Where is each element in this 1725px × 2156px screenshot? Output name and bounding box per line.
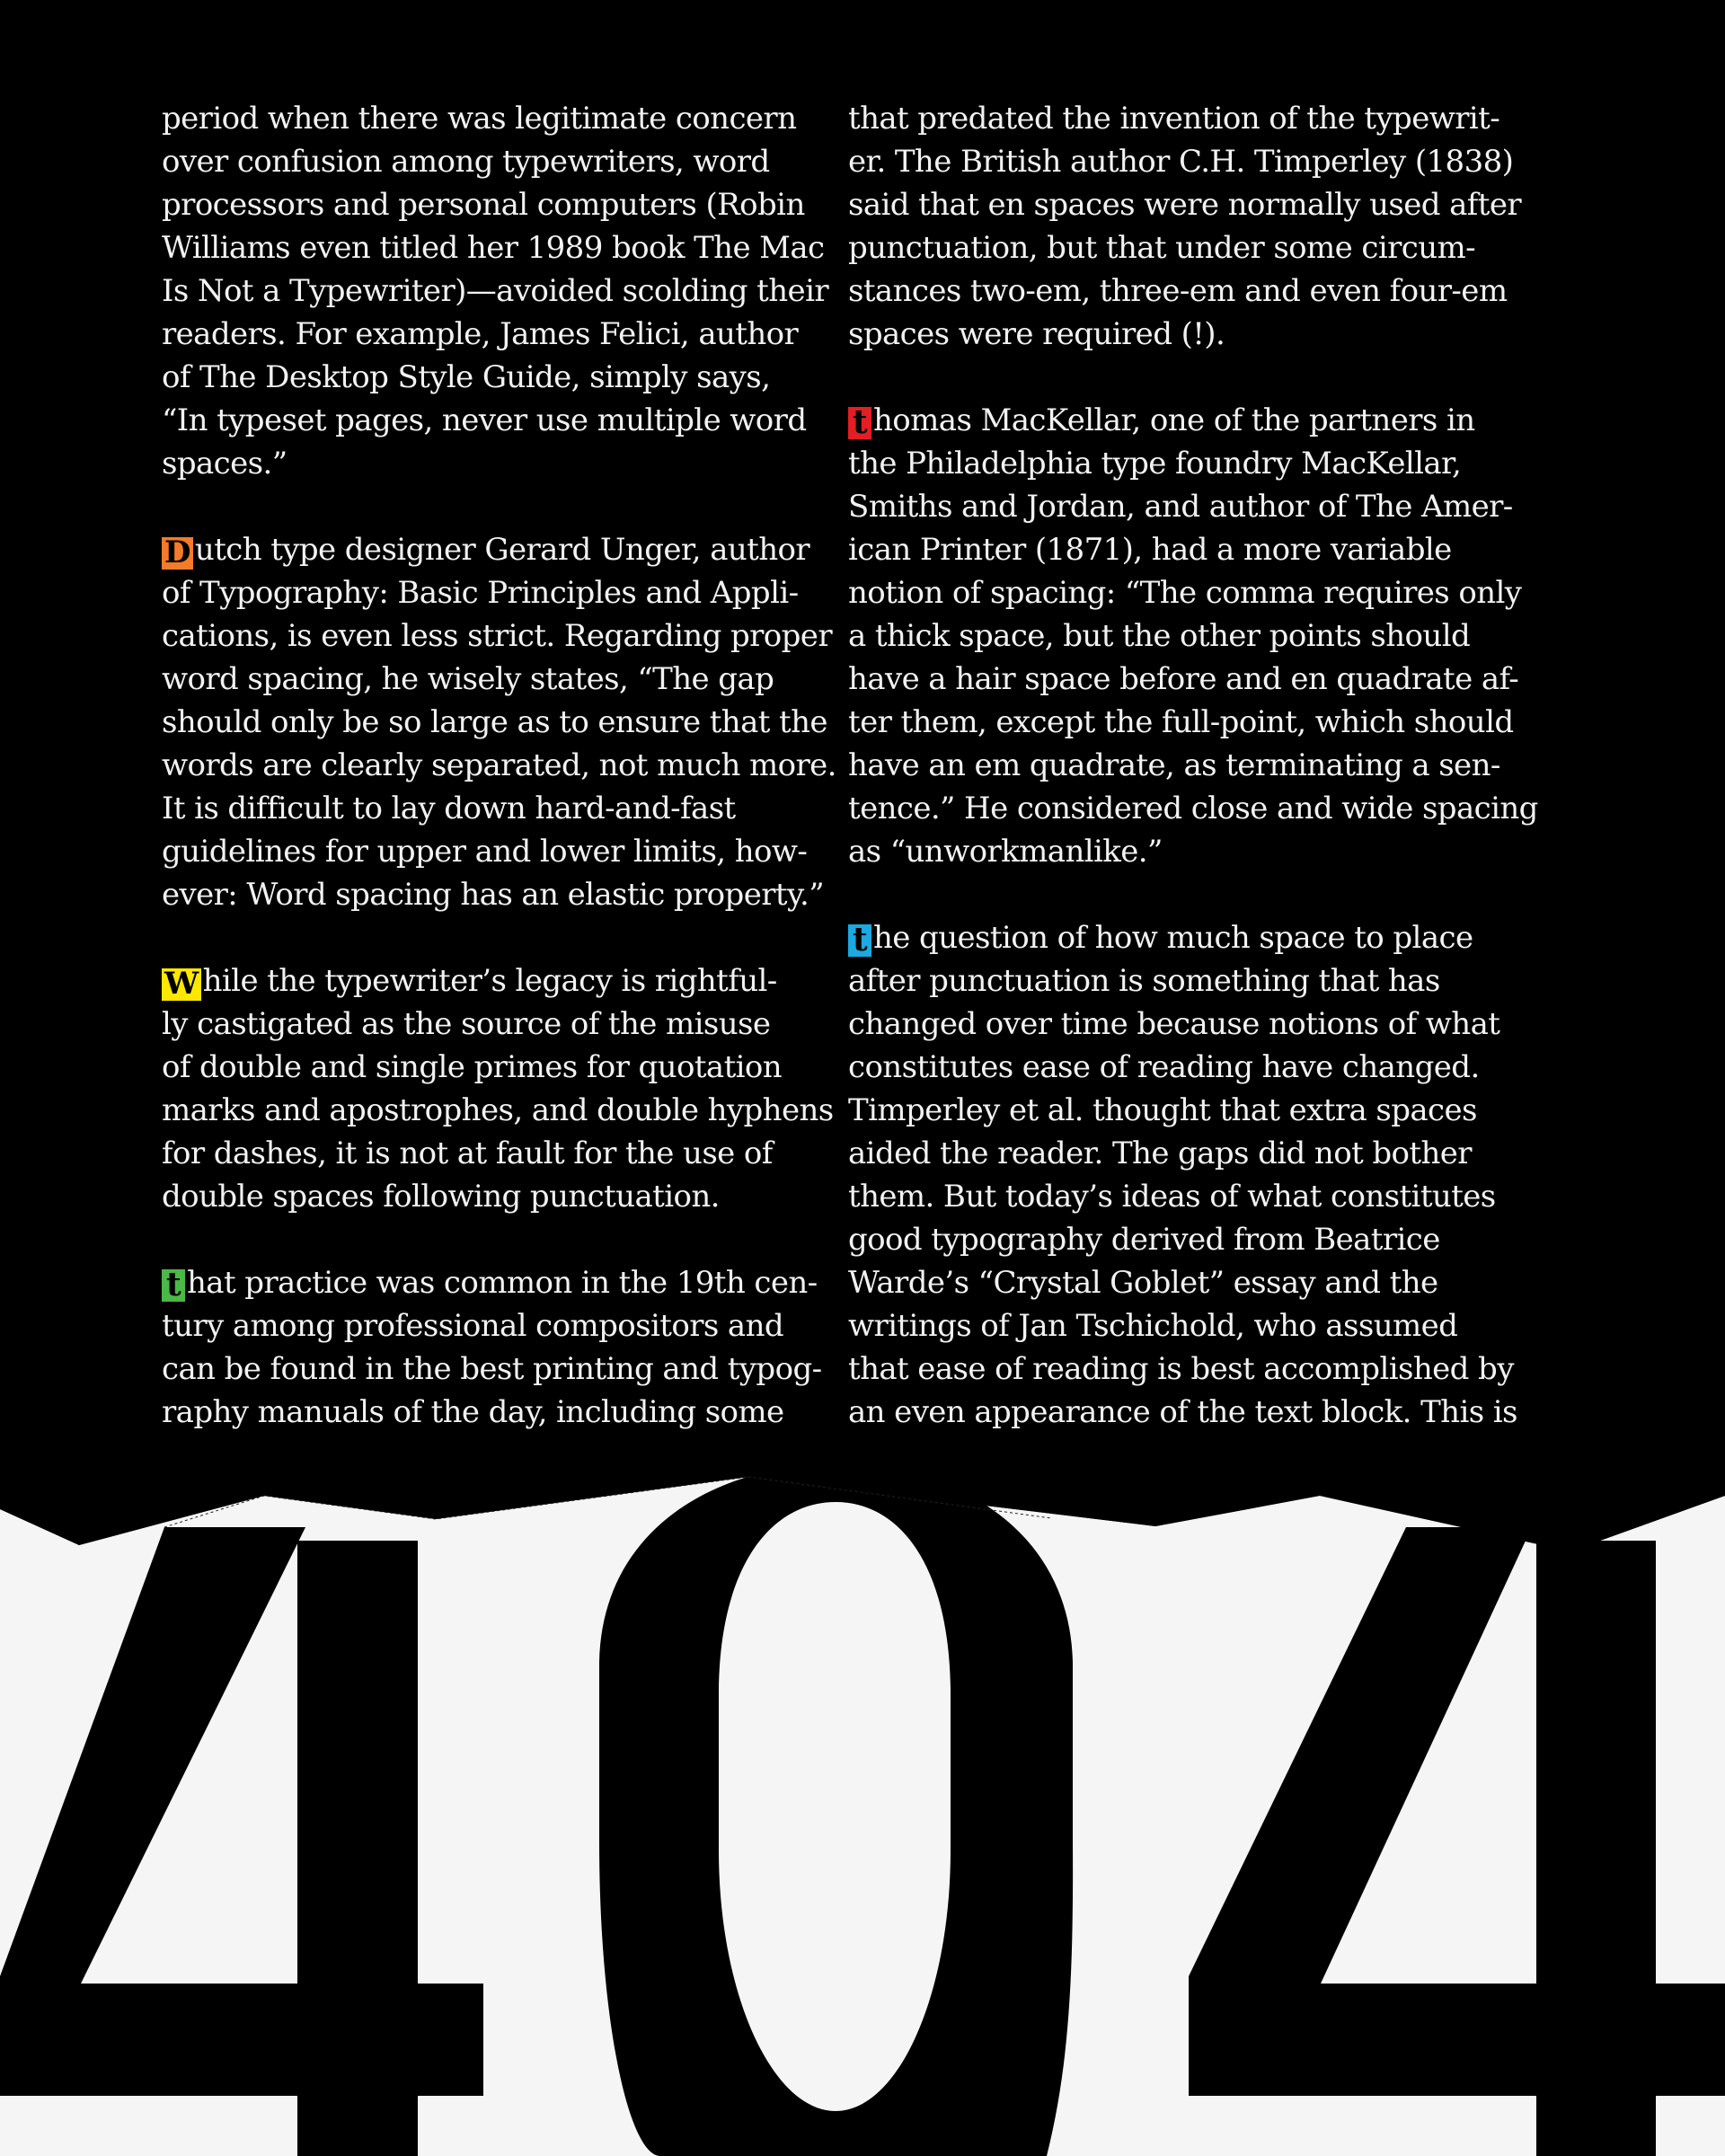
- text-line: Timperley et al. thought that extra spaces: [848, 1092, 1477, 1128]
- first-line-text: hat practice was common in the 19th cen-: [187, 1265, 818, 1301]
- text-line: readers. For example, James Felici, author: [162, 316, 799, 352]
- text-line: for dashes, it is not at fault for the use of: [162, 1135, 773, 1171]
- text-line: period when there was legitimate concern: [162, 101, 797, 137]
- text-line: marks and apostrophes, and double hyphens: [162, 1092, 834, 1128]
- text-line: of Typography: Basic Principles and Appli-: [162, 575, 799, 611]
- text-line: of double and single primes for quotation: [162, 1049, 783, 1085]
- dropcap-t-blue: t: [848, 924, 871, 957]
- text-line: cations, is even less strict. Regarding proper: [162, 618, 832, 654]
- paragraph: [162, 1261, 822, 1434]
- text-line: Warde’s “Crystal Goblet” essay and the: [848, 1265, 1438, 1301]
- article-column-left: [162, 97, 836, 1477]
- text-line: good typography derived from Beatrice: [848, 1222, 1440, 1258]
- text-line: the Philadelphia type foundry MacKellar,: [848, 446, 1462, 482]
- dropcap-t-red: t: [848, 407, 871, 439]
- text-line: Williams even titled her 1989 book The Mac: [162, 230, 825, 266]
- text-line: tence.” He considered close and wide spacing: [848, 791, 1538, 826]
- text-line: notion of spacing: “The comma requires only: [848, 575, 1522, 611]
- text-line: after punctuation is something that has: [848, 963, 1440, 999]
- text-line: raphy manuals of the day, including some: [162, 1394, 784, 1430]
- text-line: them. But today’s ideas of what constitutes: [848, 1179, 1496, 1215]
- paragraph: [162, 97, 828, 485]
- text-line: Smiths and Jordan, and author of The Amer-: [848, 489, 1513, 525]
- text-line: writings of Jan Tschichold, who assumed: [848, 1308, 1458, 1344]
- paragraph: [162, 959, 834, 1218]
- dropcap-W: W: [162, 968, 201, 1001]
- text-line: [848, 916, 1495, 959]
- text-line: as “unworkmanlike.”: [848, 834, 1163, 870]
- text-line: over confusion among typewriters, word: [162, 144, 770, 180]
- first-line-text: homas MacKellar, one of the partners in: [873, 402, 1475, 438]
- text-line: [162, 959, 809, 1003]
- text-line: er. The British author C.H. Timperley (1838): [848, 144, 1514, 180]
- text-line: [162, 528, 809, 571]
- first-line-text: hile the typewriter’s legacy is rightful-: [202, 963, 777, 999]
- text-line: said that en spaces were normally used after: [848, 187, 1522, 223]
- text-line: that ease of reading is best accomplished by: [848, 1351, 1514, 1387]
- text-line: have an em quadrate, as terminating a sen-: [848, 747, 1500, 783]
- text-line: constitutes ease of reading have changed.: [848, 1049, 1480, 1085]
- text-line: ter them, except the full-point, which should: [848, 704, 1514, 740]
- text-line: tury among professional compositors and: [162, 1308, 784, 1344]
- text-line: spaces were required (!).: [848, 316, 1225, 352]
- text-line: word spacing, he wisely states, “The gap: [162, 661, 774, 697]
- text-line: punctuation, but that under some circum-: [848, 230, 1476, 266]
- text-line: ly castigated as the source of the misuse: [162, 1006, 771, 1042]
- first-line-text: he question of how much space to place: [873, 920, 1473, 956]
- first-line-text: utch type designer Gerard Unger, author: [194, 532, 810, 568]
- text-line: should only be so large as to ensure that the: [162, 704, 827, 740]
- dropcap-t-green: t: [162, 1269, 185, 1302]
- text-line: guidelines for upper and lower limits, how-: [162, 834, 808, 870]
- text-line: It is difficult to lay down hard-and-fast: [162, 791, 736, 826]
- text-line: ican Printer (1871), had a more variable: [848, 532, 1452, 568]
- text-line: of The Desktop Style Guide, simply says,: [162, 359, 771, 395]
- text-line: aided the reader. The gaps did not bother: [848, 1135, 1472, 1171]
- text-line: that predated the invention of the typewrit-: [848, 101, 1500, 137]
- paragraph: [848, 399, 1538, 873]
- text-line: Is Not a Typewriter)—avoided scolding their: [162, 273, 828, 309]
- text-line: have a hair space before and en quadrate af-: [848, 661, 1519, 697]
- text-line: double spaces following punctuation.: [162, 1179, 720, 1215]
- paragraph: [848, 97, 1522, 356]
- article-column-right: [848, 97, 1538, 1477]
- text-line: an even appearance of the text block. This is: [848, 1394, 1517, 1430]
- text-line: a thick space, but the other points should: [848, 618, 1471, 654]
- text-line: processors and personal computers (Robin: [162, 187, 805, 223]
- paragraph: [848, 916, 1517, 1434]
- text-line: stances two-em, three-em and even four-em: [848, 273, 1508, 309]
- paragraph: [162, 528, 836, 916]
- text-line: [162, 1261, 818, 1304]
- text-line: spaces.”: [162, 446, 288, 482]
- text-line: ever: Word spacing has an elastic property.”: [162, 877, 825, 913]
- text-line: words are clearly separated, not much more.: [162, 747, 836, 783]
- text-line: “In typeset pages, never use multiple word: [162, 402, 807, 438]
- text-line: [848, 399, 1495, 442]
- text-line: changed over time because notions of what: [848, 1006, 1500, 1042]
- text-line: can be found in the best printing and typog-: [162, 1351, 822, 1387]
- dropcap-D: D: [162, 537, 193, 570]
